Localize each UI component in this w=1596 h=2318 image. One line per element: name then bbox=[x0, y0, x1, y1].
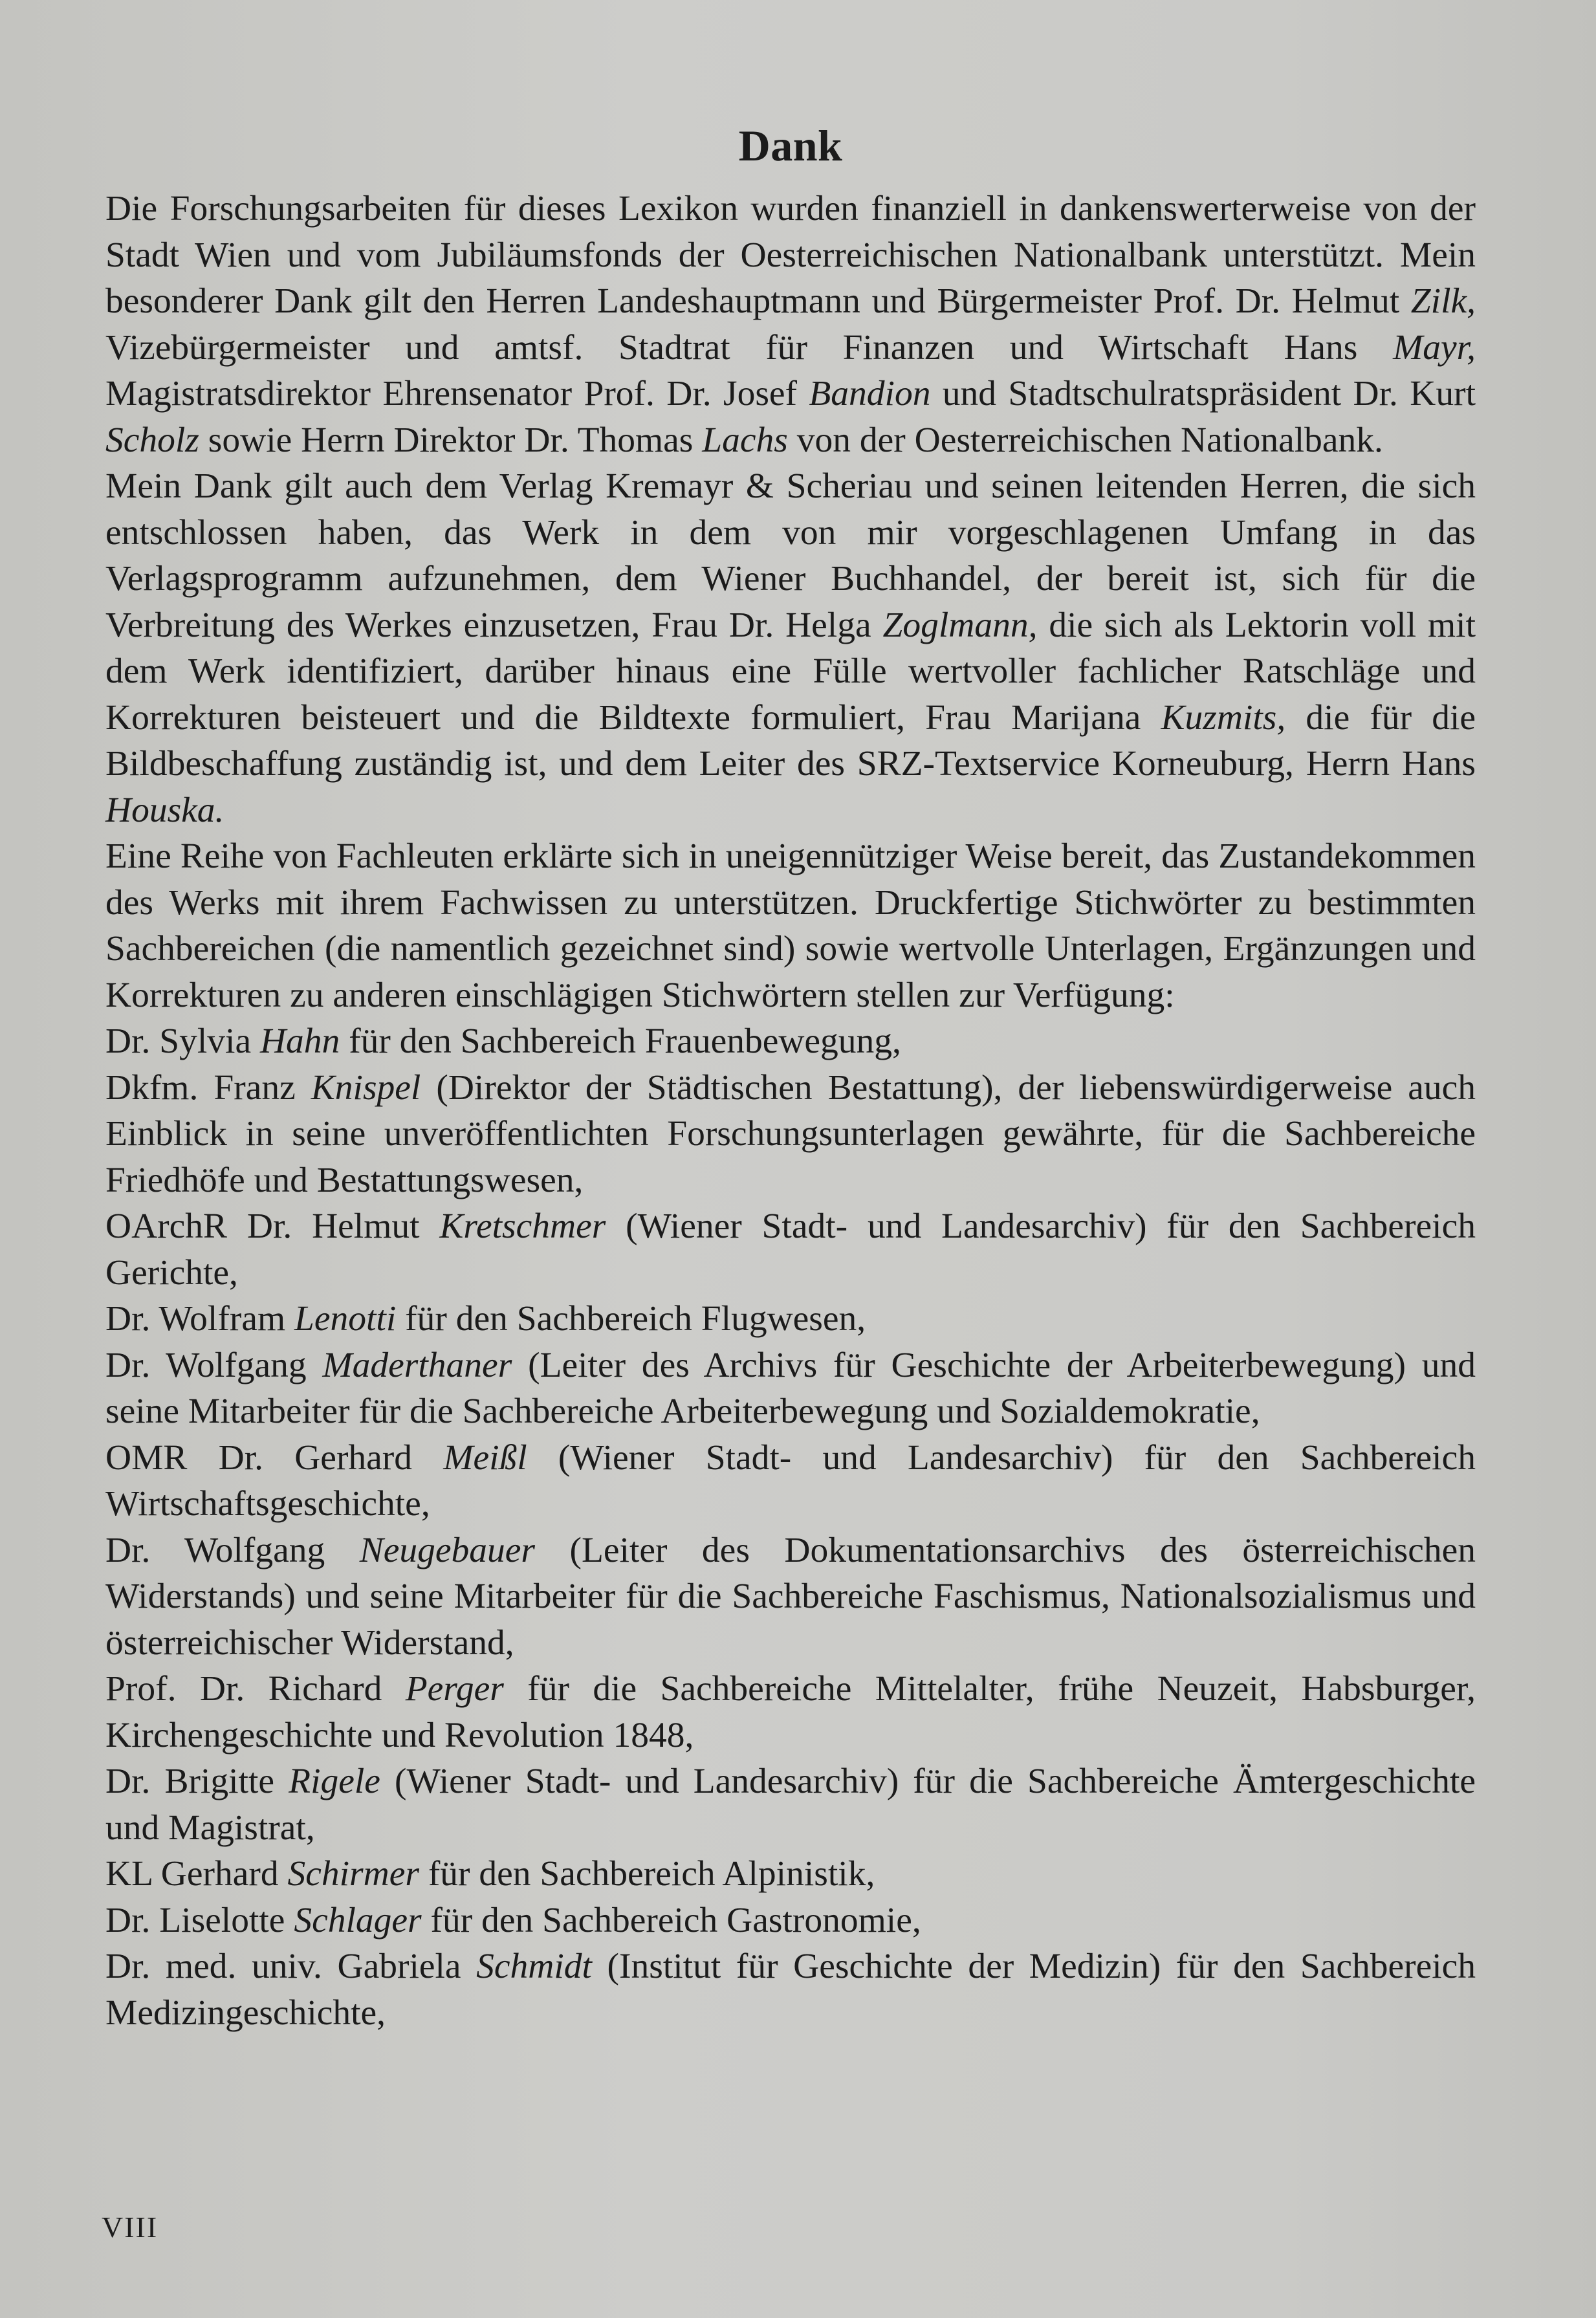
text-run: (Institut für Geschichte der Medizin) für den Sachbereich Medizingeschichte, bbox=[105, 1947, 1476, 2033]
italic-name: Zoglmann, bbox=[882, 605, 1038, 645]
italic-name: Scholz bbox=[105, 420, 199, 460]
paragraph bbox=[105, 1296, 1476, 1342]
text-run: Dr. med. univ. Gabriela bbox=[105, 1947, 477, 1986]
text-run: Eine Reihe von Fachleuten erklärte sich in uneigennütziger Weise bereit, das Zustandekommen des Werks mit ihrem Fachwissen zu unterstützen. Druckfertige Stichwörter zu bestimmten Sachbereichen (die namentlich gezeichnet sind) sowie wertvolle Unterlagen, Ergänzungen und Korrekturen zu anderen einschlägigen Stichwörtern stellen zur Verfügung: bbox=[105, 836, 1476, 1015]
text-run: Dr. Sylvia bbox=[105, 1022, 260, 1061]
paragraph bbox=[105, 1851, 1476, 1897]
text-run: (Wiener Stadt- und Landesarchiv) für den Sachbereich Wirtschaftsgeschichte, bbox=[105, 1438, 1476, 1524]
italic-name: Kretschmer bbox=[439, 1207, 606, 1246]
page-title: Dank bbox=[738, 121, 843, 170]
text-run: Dr. Wolfgang bbox=[105, 1530, 360, 1570]
italic-name: Schmidt bbox=[476, 1947, 592, 1986]
text-run: von der Oesterreichischen Nationalbank. bbox=[787, 420, 1383, 460]
italic-name: Lachs bbox=[702, 420, 788, 460]
text-run: sowie Herrn Direktor Dr. Thomas bbox=[199, 420, 703, 460]
italic-name: Houska. bbox=[105, 790, 224, 830]
paragraph bbox=[105, 1203, 1476, 1296]
italic-name: Kuzmits, bbox=[1161, 697, 1286, 738]
italic-name: Knispel bbox=[311, 1067, 421, 1108]
text-run: (Direktor der Städtischen Bestattung), der liebenswürdigerweise auch Einblick in seine unveröffentlichten Forschungsunterlagen gewährte, für die Sachbereiche Friedhöfe und Bestattungswesen, bbox=[105, 1067, 1476, 1200]
paragraph bbox=[105, 463, 1476, 833]
italic-name: Zilk, bbox=[1410, 281, 1476, 321]
italic-name: Schlager bbox=[294, 1900, 422, 1940]
paragraph bbox=[105, 186, 1476, 463]
paragraph bbox=[105, 1943, 1476, 2036]
italic-name: Rigele bbox=[289, 1762, 380, 1801]
paragraph bbox=[105, 1758, 1476, 1851]
text-run: Magistratsdirektor Ehrensenator Prof. Dr. Josef bbox=[105, 374, 809, 413]
italic-name: Perger bbox=[405, 1669, 504, 1709]
paragraph bbox=[105, 1527, 1476, 1667]
paragraph bbox=[105, 1435, 1476, 1527]
italic-name: Lenotti bbox=[294, 1299, 397, 1339]
italic-name: Meißl bbox=[443, 1438, 527, 1478]
text-run: Die Forschungsarbeiten für dieses Lexikon wurden finanziell in dankenswerterweise von der Stadt Wien und vom Jubiläumsfonds der Oesterreichischen Nationalbank unterstützt. Mein besonderer Dank gilt den Herren Landeshauptmann und Bürgermeister Prof. Dr. Helmut bbox=[105, 189, 1476, 321]
paragraph bbox=[105, 1897, 1476, 1944]
text-run: Mein Dank gilt auch dem Verlag Kremayr & Scheriau und seinen leitenden Herren, die sich entschlossen haben, das Werk in dem von mir vorgeschlagenen Umfang in das Verlagsprogramm aufzunehmen, dem Wiener Buchhandel, der bereit ist, sich für die Verbreitung des Werkes einzusetzen, Frau Dr. Helga bbox=[105, 466, 1476, 645]
text-run: für die Sachbereiche Mittelalter, frühe Neuzeit, Habsburger, Kirchengeschichte und Revolution 1848, bbox=[105, 1669, 1476, 1755]
text-run: Vizebürgermeister und amtsf. Stadtrat für Finanzen und Wirtschaft Hans bbox=[105, 327, 1394, 367]
text-run: Dr. Liselotte bbox=[105, 1900, 294, 1940]
text-run: Prof. Dr. Richard bbox=[105, 1669, 406, 1709]
text-run: und Stadtschulratspräsident Dr. Kurt bbox=[930, 374, 1476, 413]
text-run: die für die Bildbeschaffung zuständig ist, und dem Leiter des SRZ-Textservice Korneuburg, Herrn Hans bbox=[105, 697, 1476, 783]
text-run: für den Sachbereich Frauenbewegung, bbox=[340, 1022, 901, 1061]
body-text bbox=[105, 186, 1476, 2036]
paragraph bbox=[105, 1342, 1476, 1435]
italic-name: Neugebauer bbox=[359, 1530, 536, 1570]
text-run: Dr. Wolfgang bbox=[105, 1345, 323, 1385]
text-run: KL Gerhard bbox=[105, 1854, 288, 1894]
text-run: Dr. Brigitte bbox=[105, 1762, 289, 1801]
text-run: (Wiener Stadt- und Landesarchiv) für die Sachbereiche Ämtergeschichte und Magistrat, bbox=[105, 1762, 1476, 1848]
text-run: Dr. Wolfram bbox=[105, 1299, 294, 1339]
paragraph bbox=[105, 833, 1476, 1018]
page-content bbox=[105, 120, 1476, 2036]
italic-name: Hahn bbox=[259, 1022, 340, 1061]
page-number: VIII bbox=[102, 2211, 159, 2244]
text-run: die sich als Lektorin voll mit dem Werk identifiziert, darüber hinaus eine Fülle wertvoller fachlicher Ratschläge und Korrekturen beisteuert und die Bildtexte formuliert, Frau Marijana bbox=[105, 605, 1476, 738]
text-run: für den Sachbereich Flugwesen, bbox=[396, 1299, 866, 1339]
text-run: für den Sachbereich Gastronomie, bbox=[421, 1900, 921, 1940]
text-run: OMR Dr. Gerhard bbox=[105, 1438, 444, 1478]
text-run: Dkfm. Franz bbox=[105, 1067, 311, 1108]
text-run: für den Sachbereich Alpinistik, bbox=[419, 1854, 875, 1894]
text-run: (Leiter des Archivs für Geschichte der Arbeiterbewegung) und seine Mitarbeiter für die Sachbereiche Arbeiterbewegung und Sozialdemokratie, bbox=[105, 1345, 1476, 1431]
paragraph bbox=[105, 1018, 1476, 1065]
paragraph bbox=[105, 1666, 1476, 1758]
italic-name: Bandion bbox=[809, 374, 931, 413]
paragraph bbox=[105, 1065, 1476, 1204]
italic-name: Maderthaner bbox=[322, 1345, 512, 1385]
text-run: (Leiter des Dokumentationsarchivs des österreichischen Widerstands) und seine Mitarbeiter für die Sachbereiche Faschismus, Nationalsozialismus und österreichischer Widerstand, bbox=[105, 1530, 1476, 1663]
text-run: (Wiener Stadt- und Landesarchiv) für den Sachbereich Gerichte, bbox=[105, 1207, 1476, 1293]
italic-name: Schirmer bbox=[287, 1854, 419, 1894]
text-run: OArchR Dr. Helmut bbox=[105, 1207, 440, 1246]
italic-name: Mayr, bbox=[1393, 327, 1476, 367]
